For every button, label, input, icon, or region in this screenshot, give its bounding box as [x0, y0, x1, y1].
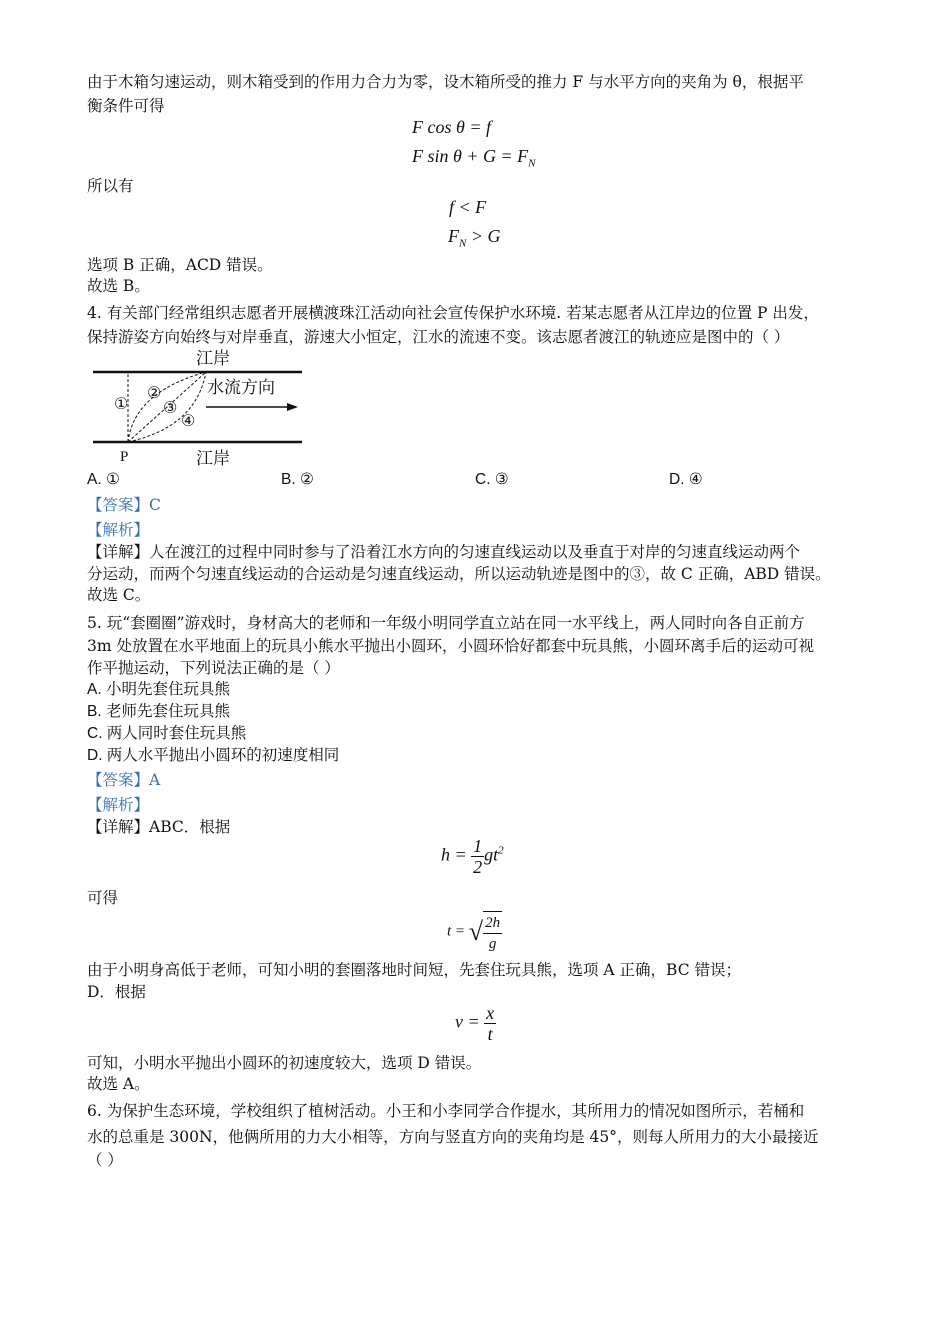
paragraph-line: 由于木箱匀速运动，则木箱受到的作用力合力为零，设木箱所受的推力 F 与水平方向的夹角为 θ，根据平 — [87, 73, 804, 91]
q5-option-c: C. 两人同时套住玩具熊 — [87, 725, 247, 742]
paragraph-line: 故选 B。 — [87, 277, 150, 295]
flow-arrow-head — [287, 403, 298, 411]
equation-2: F $\sin \theta + G = F_N$ — [412, 146, 536, 170]
top-bank-label: 江岸 — [196, 349, 230, 369]
question-6-line: （ ） — [87, 1151, 123, 1169]
trajectory-label-1: ① — [114, 394, 129, 413]
q5-option-b: B. 老师先套住玩具熊 — [87, 703, 230, 720]
equation-t: t = √ $\frac{2h}{g}$ — [447, 910, 502, 954]
river-crossing-figure — [86, 347, 316, 469]
q4-answer: 【答案】C — [87, 496, 161, 514]
q4-detail-line: 分运动，而两个匀速直线运动的合运动是匀速直线运动，所以运动轨迹是图中的③，故 C 正确，ABD 错误。 — [87, 565, 831, 583]
paragraph-line: 选项 B 正确，ACD 错误。 — [87, 256, 273, 274]
fraction-2h-over-g: $\frac{2h}{g}$ — [483, 911, 502, 954]
paragraph-line: 可得 — [87, 889, 119, 907]
bottom-bank-label: 江岸 — [196, 449, 230, 469]
question-5-line: 作平抛运动，下列说法正确的是（ ） — [87, 659, 340, 677]
paragraph-line: 故选 A。 — [87, 1075, 150, 1093]
trajectory-label-3: ③ — [163, 398, 178, 417]
question-5-line: 5. 玩“套圈圈”游戏时，身材高大的老师和一年级小明同学直立站在同一水平线上，两人同时向各自正前方 — [87, 614, 805, 632]
paragraph-line: 衡条件可得 — [87, 97, 165, 115]
q5-option-d: D. 两人水平抛出小圆环的初速度相同 — [87, 747, 340, 764]
trajectory-label-4: ④ — [181, 411, 196, 430]
point-p-label: P — [120, 449, 129, 465]
question-5-line: 3m 处放置在水平地面上的玩具小熊水平抛出小圆环，小圆环恰好都套中玩具熊，小圆环离手后的运动可视 — [87, 637, 814, 655]
equation-h: h = $\frac{1}{2}$ $gt^2$ — [441, 836, 504, 877]
q4-option-b: B. ② — [281, 471, 314, 488]
q4-analysis: 【解析】 — [87, 521, 150, 539]
q5-analysis: 【解析】 — [87, 796, 150, 814]
fraction-x-over-t: $\frac{x}{t}$ — [486, 1003, 495, 1044]
paragraph-line: 由于小明身高低于老师，可知小明的套圈落地时间短，先套住玩具熊，选项 A 正确，BC 错误； — [87, 961, 742, 979]
q5-answer: 【答案】A — [87, 771, 161, 789]
paragraph-line: 所以有 — [87, 177, 134, 195]
question-4-line: 4. 有关部门经常组织志愿者开展横渡珠江活动向社会宣传保护水环境. 若某志愿者从江岸边的位置 P 出发， — [87, 304, 819, 322]
flow-direction-label: 水流方向 — [207, 378, 275, 398]
equation-1: F cos θ = f — [412, 117, 491, 137]
equation-4: $F_N > G$ — [448, 226, 501, 250]
paragraph-line: 可知，小明水平抛出小圆环的初速度较大，选项 D 错误。 — [87, 1054, 482, 1072]
equation-3: f < F — [449, 197, 487, 217]
question-6-line: 水的总重是 300N，他俩所用的力大小相等，方向与竖直方向的夹角均是 45°，则每人所用力的大小最接近 — [87, 1128, 819, 1146]
q4-option-c: C. ③ — [475, 471, 509, 488]
q5-option-a: A. 小明先套住玩具熊 — [87, 681, 230, 698]
trajectory-label-2: ② — [147, 383, 162, 402]
q4-conclusion: 故选 C。 — [87, 586, 151, 604]
question-6-line: 6. 为保护生态环境，学校组织了植树活动。小王和小李同学合作提水，其所用力的情况如图所示，若桶和 — [87, 1102, 805, 1120]
fraction-half: $\frac{1}{2}$ — [473, 836, 483, 877]
q5-detail: 【详解】ABC．根据 — [87, 818, 231, 836]
paragraph-line: D．根据 — [87, 983, 146, 1001]
q4-option-a: A. ① — [87, 471, 120, 488]
q4-detail-line: 【详解】人在渡江的过程中同时参与了沿着江水方向的匀速直线运动以及垂直于对岸的匀速直线运动两个 — [87, 543, 801, 561]
q4-option-d: D. ④ — [669, 471, 703, 488]
equation-v: v = $\frac{x}{t}$ — [455, 1003, 495, 1044]
question-4-line: 保持游姿方向始终与对岸垂直，游速大小恒定，江水的流速不变。该志愿者渡江的轨迹应是图中的（ ） — [87, 328, 790, 346]
